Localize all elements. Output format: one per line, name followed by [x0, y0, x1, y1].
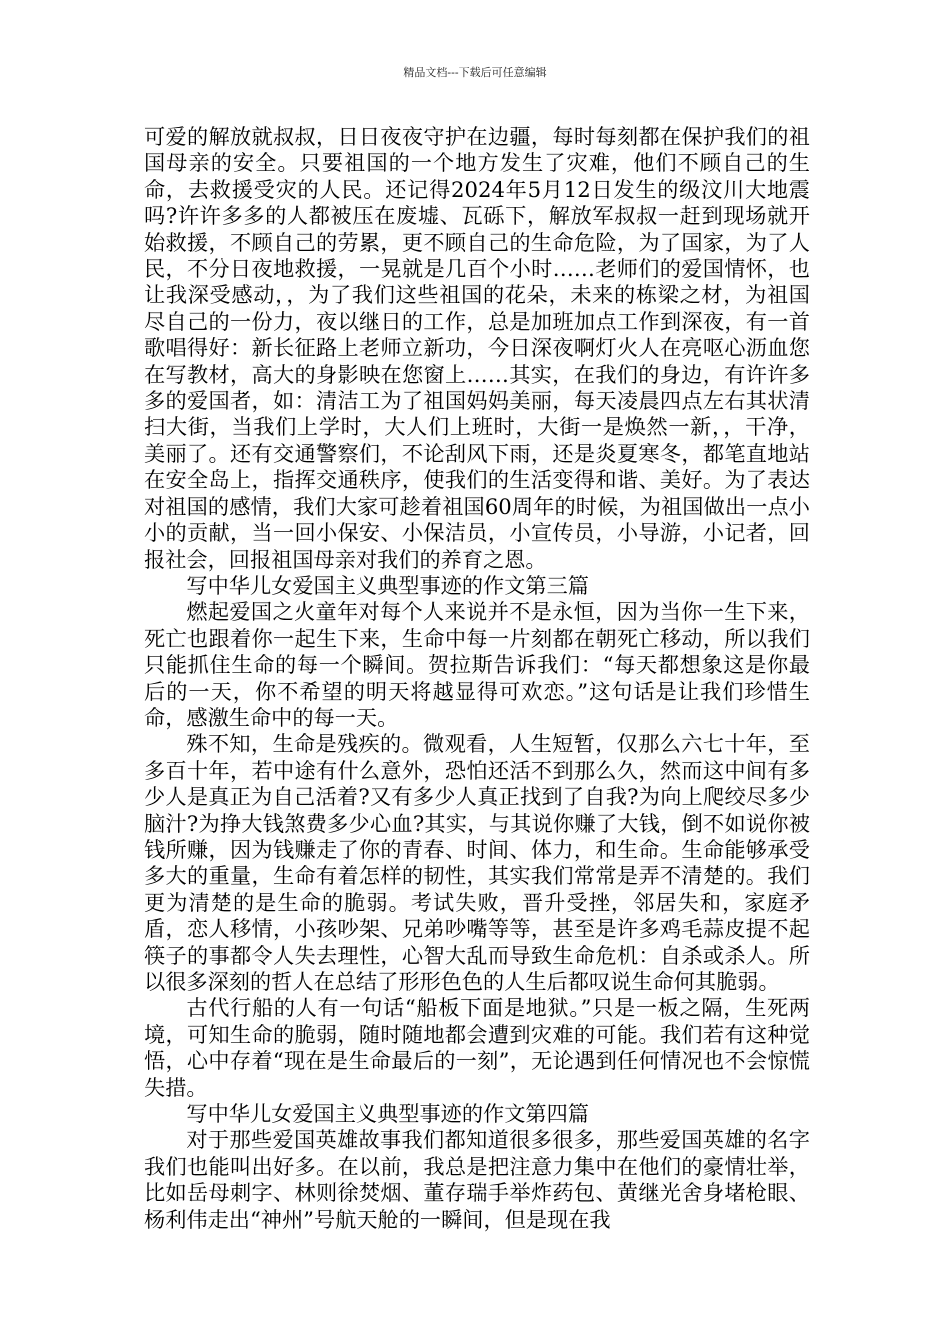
- document-body: [144, 124, 810, 1233]
- page-header: 精品文档---下载后可任意编辑: [403, 66, 547, 79]
- paragraph-1: 可爱的解放就叔叔，日日夜夜守护在边疆，每时每刻都在保护我们的祖国母亲的安全。只要祖国的一个地方发生了灾难，他们不顾自己的生命，去救援受灾的人民。还记得2024年5月12日发生的级汶川大地震吗?许许多多的人都被压在废墟、瓦砾下，解放军叔叔一赶到现场就开始救援，不顾自己的劳累，更不顾自己的生命危险，为了国家，为了人民，不分日夜地救援，一晃就是几百个小时……老师们的爱国情怀，也让我深受感动，，为了我们这些祖国的花朵，未来的栋梁之材，为祖国尽自己的一份力，夜以继日的工作，总是加班加点工作到深夜，有一首歌唱得好：新长征路上老师立新功，今日深夜啊灯火人在亮呕心沥血您在写教材，高大的身影映在您窗上……其实，在我们的身边，有许许多多的爱国者，如：清洁工为了祖国妈妈美丽，每天凌晨四点左右其状清扫大街，当我们上学时，大人们上班时，大街一是焕然一新，，干净，美丽了。还有交通警察们，不论刮风下雨，还是炎夏寒冬，都笔直地站在安全岛上，指挥交通秩序，使我们的生活变得和谐、美好。为了表达对祖国的感情，我们大家可趁着祖国60周年的时候，为祖国做出一点小小的贡献，当一回小保安、小保洁员，小宣传员，小导游，小记者，回报社会，回报祖国母亲对我们的养育之恩。: [144, 124, 810, 572]
- section-heading-4: 写中华儿女爱国主义典型事迹的作文第四篇: [186, 1101, 589, 1127]
- paragraph-2: 燃起爱国之火童年对每个人来说并不是永恒，因为当你一生下来，死亡也跟着你一起生下来，生命中每一片刻都在朝死亡移动，所以我们只能抓住生命的每一个瞬间。贺拉斯告诉我们：“每天都想象这是你最后的一天，你不希望的明天将越显得可欢恋。”这句话是让我们珍惜生命，感激生命中的每一天。: [144, 599, 810, 730]
- paragraph-3: 殊不知，生命是残疾的。微观看，人生短暂，仅那么六七十年，至多百十年，若中途有什么意外，恐怕还活不到那么久，然而这中间有多少人是真正为自己活着?又有多少人真正找到了自我?为向上爬绞尽多少脑汁?为挣大钱煞费多少心血?其实，与其说你赚了大钱，倒不如说你被钱所赚，因为钱赚走了你的青春、时间、体力，和生命。生命能够承受多大的重量，生命有着怎样的韧性，其实我们常常是弄不清楚的。我们更为清楚的是生命的脆弱。考试失败，晋升受挫，邻居失和，家庭矛盾，恋人移情，小孩吵架、兄弟吵嘴等等，甚至是许多鸡毛蒜皮提不起筷子的事都令人失去理性，心智大乱而导致生命危机：自杀或杀人。所以很多深刻的哲人在总结了形形色色的人生后都叹说生命何其脆弱。: [144, 731, 810, 994]
- paragraph-4: 古代行船的人有一句话“船板下面是地狱。”只是一板之隔，生死两境，可知生命的脆弱，随时随地都会遭到灾难的可能。我们若有这种觉悟，心中存着“现在是生命最后的一刻”，无论遇到任何情况也不会惊慌失措。: [144, 995, 810, 1100]
- section-heading-3: 写中华儿女爱国主义典型事迹的作文第三篇: [186, 572, 589, 598]
- paragraph-5: 对于那些爱国英雄故事我们都知道很多很多，那些爱国英雄的名字我们也能叫出好多。在以前，我总是把注意力集中在他们的豪情壮举，比如岳母刺字、林则徐焚烟、董存瑞手举炸药包、黄继光舍身堵枪眼、杨利伟走出“神州”号航天舱的一瞬间，但是现在我: [144, 1127, 810, 1232]
